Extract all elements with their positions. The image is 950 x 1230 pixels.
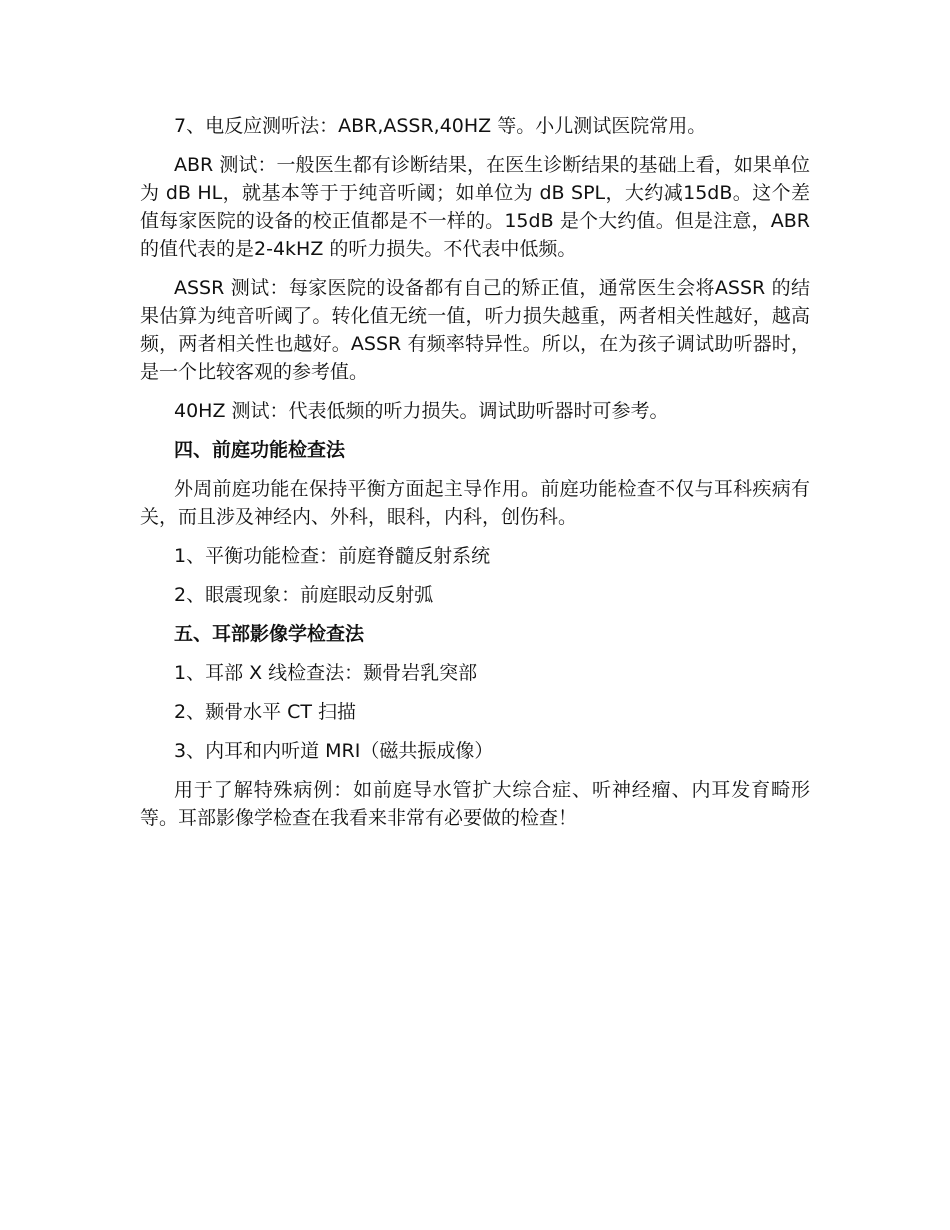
list-item-xray: 1、耳部 X 线检查法：颞骨岩乳突部 <box>174 662 478 684</box>
list-item-mri: 3、内耳和内听道 MRI（磁共振成像） <box>174 740 494 762</box>
list-item-balance-test: 1、平衡功能检查：前庭脊髓反射系统 <box>174 545 491 567</box>
paragraph-40hz-test: 40HZ 测试：代表低频的听力损失。调试助听器时可参考。 <box>174 400 669 422</box>
list-item-nystagmus: 2、眼震现象：前庭眼动反射弧 <box>174 584 434 606</box>
paragraph-abr-test: ABR 测试：一般医生都有诊断结果，在医生诊断结果的基础上看，如果单位为 dB HL，就基本等于于纯音听阈；如单位为 dB SPL，大约减15dB。这个差值每家医院的设备的校正值都是不一样的。15dB 是个大约值。但是注意，ABR 的值代表的是2-4kHZ 的听力损失。不代表中低频。 <box>140 154 810 260</box>
paragraph-assr-test: ASSR 测试：每家医院的设备都有自己的矫正值，通常医生会将ASSR 的结果估算为纯音听阈了。转化值无统一值，听力损失越重，两者相关性越好，越高频，两者相关性也越好。ASSR 有频率特异性。所以，在为孩子调试助听器时，是一个比较客观的参考值。 <box>140 277 810 383</box>
paragraph-electric-audiometry: 7、电反应测听法：ABR,ASSR,40HZ 等。小儿测试医院常用。 <box>174 115 707 137</box>
list-item-ct-scan: 2、颞骨水平 CT 扫描 <box>174 701 357 723</box>
document-page <box>140 112 810 843</box>
paragraph-imaging-usage: 用于了解特殊病例：如前庭导水管扩大综合症、听神经瘤、内耳发育畸形等。耳部影像学检查在我看来非常有必要做的检查！ <box>140 779 810 829</box>
paragraph-vestibular-intro: 外周前庭功能在保持平衡方面起主导作用。前庭功能检查不仅与耳科疾病有关，而且涉及神经内、外科，眼科，内科，创伤科。 <box>140 478 810 528</box>
heading-ear-imaging: 五、耳部影像学检查法 <box>174 623 365 645</box>
heading-vestibular-function: 四、前庭功能检查法 <box>174 439 346 461</box>
